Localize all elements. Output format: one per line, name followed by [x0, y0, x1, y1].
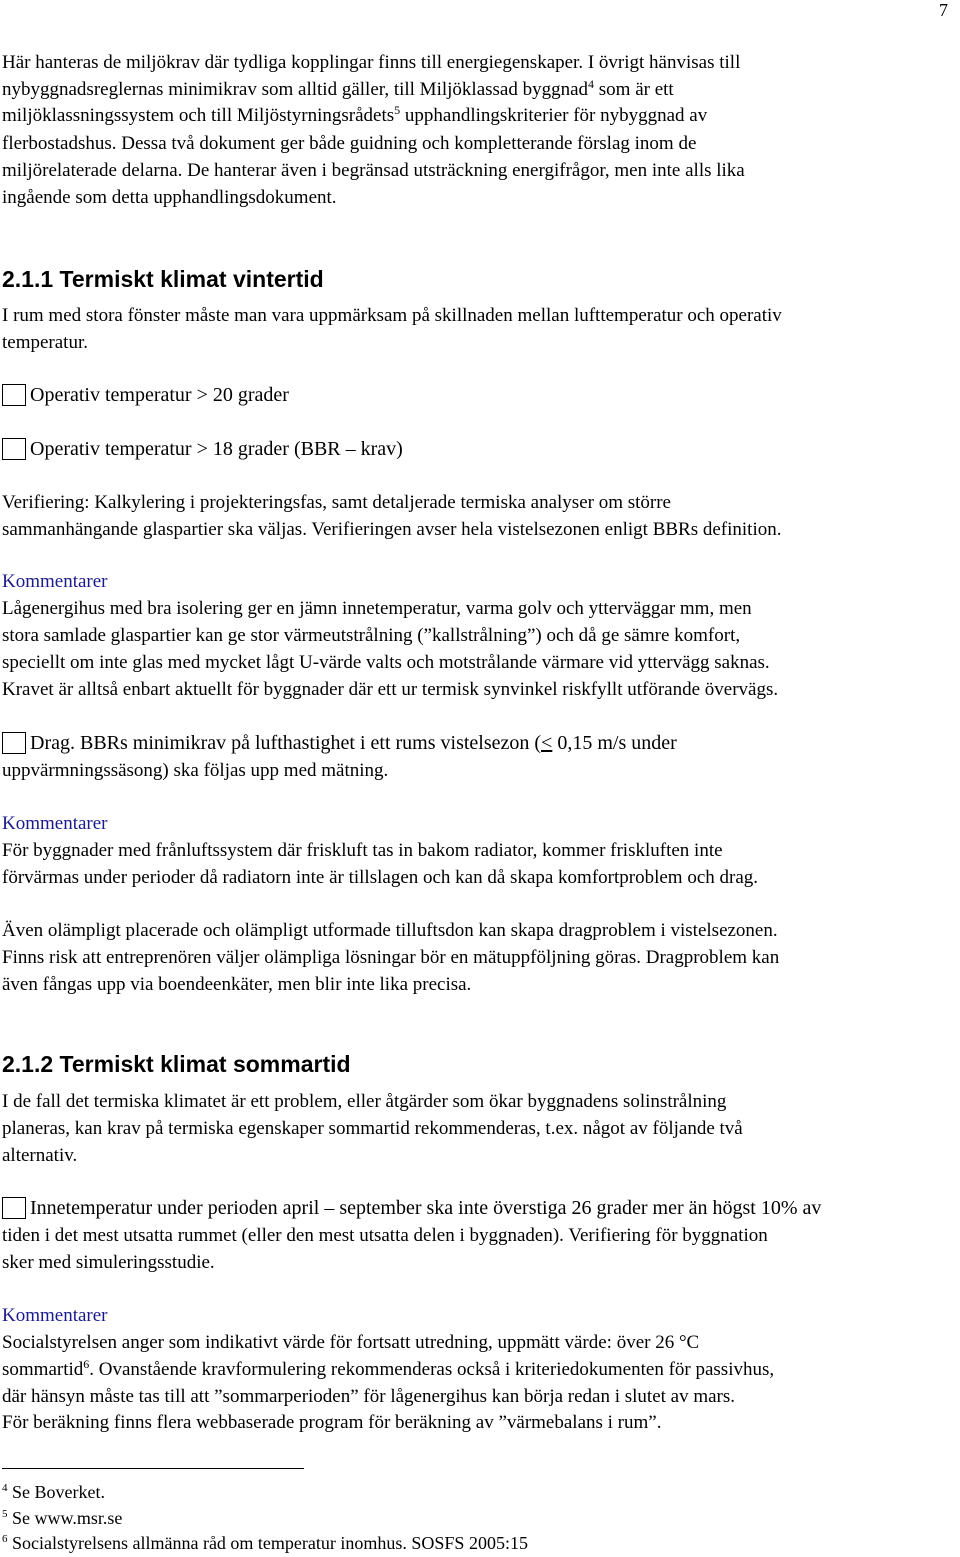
footnote-separator [2, 1468, 304, 1469]
intro-line-5: miljörelaterade delarna. De hanterar även i begränsad utsträckning energifrågor, men inte alls lika [2, 160, 745, 181]
comment3-line-1: Även olämpligt placerade och olämpligt utformade tilluftsdon kan skapa dragproblem i vistelsezonen. [2, 920, 778, 941]
s212-comment-line-2: sommartid$^6$. Ovanstående kravformulering rekommenderas också i kriteriedokumenten för passivhus, [2, 1357, 775, 1380]
checkbox-item-operativ-20: Operativ temperatur > 20 grader [2, 384, 289, 406]
footnote-5: $^5$ Se www.msr.se [2, 1508, 123, 1528]
s212-comment-line-3: där hänsyn måste tas till att ”sommarperioden” för lågenergihus kan börja redan i slutet av mars. [2, 1386, 736, 1407]
footnote-4: $^4$ Se Boverket. [2, 1482, 105, 1502]
comment3-line-3: även fångas upp via boendeenkäter, men blir inte lika precisa. [2, 974, 472, 995]
s212-text-line-3: alternativ. [2, 1145, 78, 1166]
footnote-ref-5: 5 [394, 103, 401, 117]
comment-line-3: speciellt om inte glas med mycket lågt U-värde valts och motstrålande värmare vid yttervägg saknas. [2, 652, 770, 673]
checkbox-icon[interactable] [2, 1197, 26, 1219]
intro-line-1: Här hanteras de miljökrav där tydliga kopplingar finns till energiegenskaper. I övrigt hänvisas till [2, 52, 741, 73]
s212-check-line-3: sker med simuleringsstudie. [2, 1252, 215, 1273]
intro-line-6: ingående som detta upphandlingsdokument. [2, 187, 337, 208]
section-heading-2-1-2: 2.1.2 Termiskt klimat sommartid [2, 1051, 351, 1077]
s212-text-line-1: I de fall det termiska klimatet är ett problem, eller åtgärder som ökar byggnadens solinstrålning [2, 1091, 727, 1112]
comments-label: Kommentarer [2, 571, 108, 592]
intro-line-2: nybyggnadsreglernas minimikrav som alltid gäller, till Miljöklassad byggnad$^4$ som är ett [2, 77, 674, 100]
intro-line-3: miljöklassningssystem och till Miljöstyrningsrådets$^5$ upphandlingskriterier för nybyggnad av [2, 103, 708, 126]
checkbox-icon[interactable] [2, 732, 26, 754]
s211-text-line-1: I rum med stora fönster måste man vara uppmärksam på skillnaden mellan lufttemperatur och operativ [2, 305, 782, 326]
section-heading-2-1-1: 2.1.1 Termiskt klimat vintertid [2, 266, 324, 292]
s212-check-line-2: tiden i det mest utsatta rummet (eller den mest utsatta delen i byggnaden). Verifiering för byggnation [2, 1225, 768, 1246]
checkbox-item-innetemperatur: Innetemperatur under perioden april – september ska inte överstiga 26 grader mer än högst 10% av [2, 1197, 821, 1219]
intro-line-4: flerbostadshus. Dessa två dokument ger både guidning och kompletterande förslag inom de [2, 133, 697, 154]
checkbox-item-operativ-18: Operativ temperatur > 18 grader (BBR – krav) [2, 438, 403, 460]
checkbox-icon[interactable] [2, 438, 26, 460]
comments-label-3: Kommentarer [2, 1305, 108, 1326]
footnote-6: $^6$ Socialstyrelsens allmänna råd om temperatur inomhus. SOSFS 2005:15 [2, 1533, 528, 1553]
checkbox-icon[interactable] [2, 384, 26, 406]
comment-line-4: Kravet är alltså enbart aktuellt för byggnader där ett ur termisk synvinkel riskfyllt utförande övervägs. [2, 679, 779, 700]
page-number: 7 [939, 0, 948, 20]
verification-line-1: Verifiering: Kalkylering i projekteringsfas, samt detaljerade termiska analyser om större [2, 492, 671, 513]
checkbox-item-drag: Drag. BBRs minimikrav på lufthastighet i ett rums vistelsezon (< 0,15 m/s under [2, 732, 677, 754]
s212-comment-line-1: Socialstyrelsen anger som indikativt värde för fortsatt utredning, uppmätt värde: över 26 °C [2, 1332, 700, 1353]
s212-text-line-2: planeras, kan krav på termiska egenskaper sommartid rekommenderas, t.ex. något av följande två [2, 1118, 743, 1139]
footnote-ref-4: 4 [588, 77, 595, 91]
footnote-ref-6: 6 [83, 1357, 90, 1371]
s211-text-line-2: temperatur. [2, 332, 88, 353]
comment2-line-2: förvärmas under perioder då radiatorn inte är tillslagen och kan då skapa komfortproblem och drag. [2, 867, 759, 888]
drag-line-2: uppvärmningssäsong) ska följas upp med mätning. [2, 760, 389, 781]
s212-comment-line-4: För beräkning finns flera webbaserade program för beräkning av ”värmebalans i rum”. [2, 1412, 662, 1433]
comment-line-2: stora samlade glaspartier kan ge stor värmeutstrålning (”kallstrålning”) och då ge sämre komfort, [2, 625, 741, 646]
comment-line-1: Lågenergihus med bra isolering ger en jämn innetemperatur, varma golv och ytterväggar mm, men [2, 598, 752, 619]
verification-line-2: sammanhängande glaspartier ska väljas. Verifieringen avser hela vistelsezonen enligt BBRs definition. [2, 519, 782, 540]
comment3-line-2: Finns risk att entreprenören väljer olämpliga lösningar bör en mätuppföljning göras. Dragproblem kan [2, 947, 780, 968]
comments-label-2: Kommentarer [2, 813, 108, 834]
comment2-line-1: För byggnader med frånluftssystem där friskluft tas in bakom radiator, kommer friskluften inte [2, 840, 723, 861]
